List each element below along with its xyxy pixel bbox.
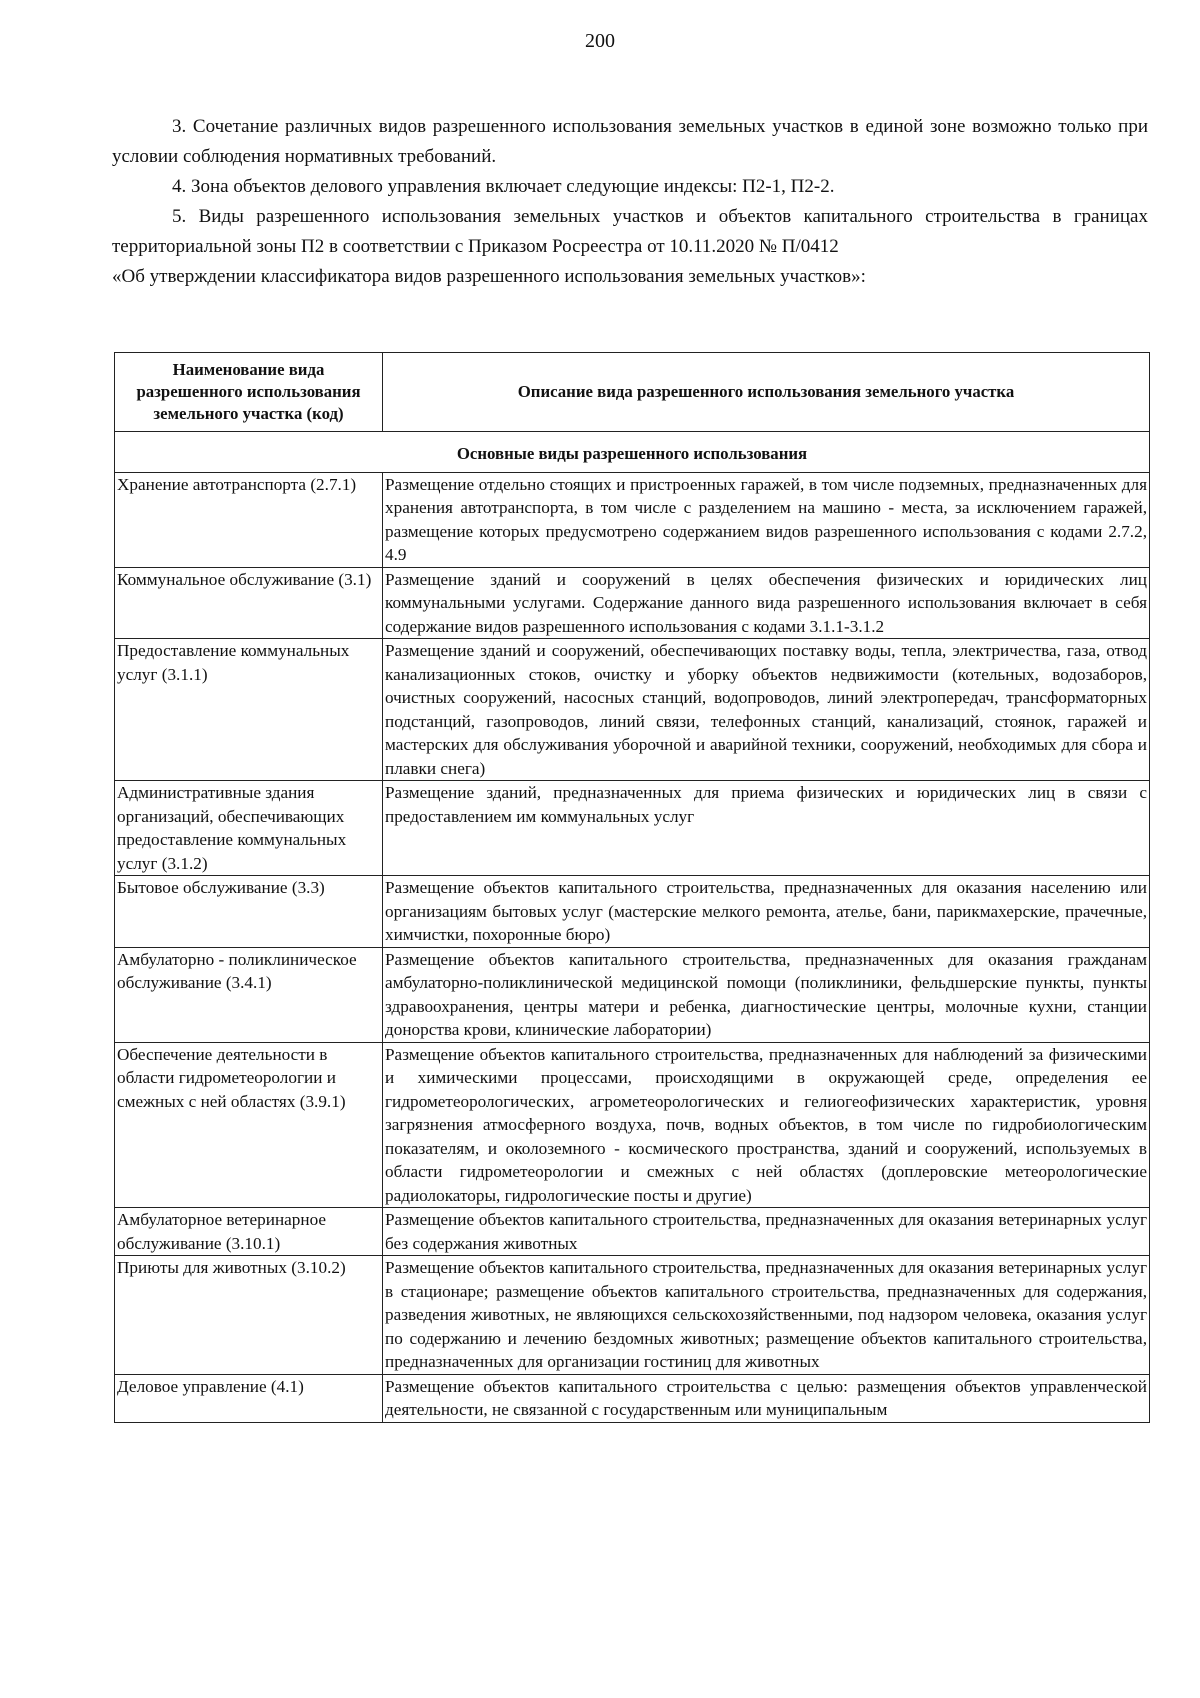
table-row <box>115 876 1150 948</box>
table-header-row <box>115 353 1150 432</box>
intro-text <box>112 112 1148 292</box>
use-name: Административные здания организаций, обеспечивающих предоставление коммунальных услуг (3.1.2) <box>115 781 383 876</box>
use-name: Обеспечение деятельности в области гидрометеорологии и смежных с ней областях (3.9.1) <box>115 1042 383 1208</box>
paragraph-3: 3. Сочетание различных видов разрешенного использования земельных участков в единой зоне возможно только при условии соблюдения нормативных требований. <box>112 116 1148 167</box>
page-number: 200 <box>585 30 615 52</box>
table-row <box>115 781 1150 876</box>
use-description: Размещение объектов капитального строительства с целью: размещения объектов управленческой деятельности, не связанной с государственным или муниципальным <box>383 1374 1150 1422</box>
use-description: Размещение объектов капитального строительства, предназначенных для наблюдений за физическими и химическими процессами, происходящими в окружающей среде, определения ее гидрометеорологических, агрометеорологических и гелиогеофизических характеристик, уровня загрязнения атмосферного воздуха, почв, водных объектов, в том числе по гидробиологическим показателям, и околоземного - космического пространства, зданий и сооружений, используемых в области гидрометеорологии и смежных с ней областях (доплеровские метеорологические радиолокаторы, гидрологические посты и другие) <box>383 1042 1150 1208</box>
use-name: Амбулаторно - поликлиническое обслуживание (3.4.1) <box>115 947 383 1042</box>
use-description: Размещение объектов капитального строительства, предназначенных для оказания ветеринарных услуг без содержания животных <box>383 1208 1150 1256</box>
use-description: Размещение зданий и сооружений, обеспечивающих поставку воды, тепла, электричества, газа, отвод канализационных стоков, очистку и уборку объектов недвижимости (котельных, водозаборов, очистных сооружений, насосных станций, водопроводов, линий электропередач, трансформаторных подстанций, газопроводов, линий связи, телефонных станций, канализаций, стоянок, гаражей и мастерских для обслуживания уборочной и аварийной техники, сооружений, необходимых для сбора и плавки снега) <box>383 639 1150 781</box>
use-name: Амбулаторное ветеринарное обслуживание (3.10.1) <box>115 1208 383 1256</box>
use-description: Размещение объектов капитального строительства, предназначенных для оказания ветеринарных услуг в стационаре; размещение объектов капитального строительства, предназначенных для содержания, разведения животных, не являющихся сельскохозяйственными, под надзором человека, оказания услуг по содержанию и лечению бездомных животных; размещение объектов капитального строительства, предназначенных для организации гостиниц для животных <box>383 1256 1150 1375</box>
table-row <box>115 472 1150 567</box>
section-title: Основные виды разрешенного использования <box>115 432 1150 473</box>
table-row <box>115 1208 1150 1256</box>
paragraph-4: 4. Зона объектов делового управления включает следующие индексы: П2-1, П2-2. <box>172 176 835 197</box>
use-name: Коммунальное обслуживание (3.1) <box>115 567 383 639</box>
use-description: Размещение зданий и сооружений в целях обеспечения физических и юридических лиц коммунальными услугами. Содержание данного вида разрешенного использования включает в себя содержание видов разрешенного использования с кодами 3.1.1-3.1.2 <box>383 567 1150 639</box>
paragraph-5: 5. Виды разрешенного использования земельных участков и объектов капитального строительства в границах территориальной зоны П2 в соответствии с Приказом Росреестра от 10.11.2020 № П/0412 <box>112 206 1148 257</box>
use-description: Размещение отдельно стоящих и пристроенных гаражей, в том числе подземных, предназначенных для хранения автотранспорта, в том числе с разделением на машино - места, за исключением гаражей, размещение которых предусмотрено содержанием видов разрешенного использования с кодами 2.7.2, 4.9 <box>383 472 1150 567</box>
header-description-column: Описание вида разрешенного использования земельного участка <box>383 353 1150 432</box>
section-row <box>115 432 1150 473</box>
table-row <box>115 639 1150 781</box>
table-row <box>115 947 1150 1042</box>
header-name-column: Наименование вида разрешенного использования земельного участка (код) <box>115 353 383 432</box>
table-row <box>115 567 1150 639</box>
table-row <box>115 1042 1150 1208</box>
use-name: Деловое управление (4.1) <box>115 1374 383 1422</box>
table-row <box>115 1374 1150 1422</box>
use-description: Размещение зданий, предназначенных для приема физических и юридических лиц в связи с предоставлением им коммунальных услуг <box>383 781 1150 876</box>
use-description: Размещение объектов капитального строительства, предназначенных для оказания гражданам амбулаторно-поликлинической медицинской помощи (поликлиники, фельдшерские пункты, пункты здравоохранения, центры матери и ребенка, диагностические центры, молочные кухни, станции донорства крови, клинические лаборатории) <box>383 947 1150 1042</box>
table-row <box>115 1256 1150 1375</box>
use-name: Бытовое обслуживание (3.3) <box>115 876 383 948</box>
permitted-use-table <box>114 352 1150 1423</box>
use-name: Предоставление коммунальных услуг (3.1.1) <box>115 639 383 781</box>
use-description: Размещение объектов капитального строительства, предназначенных для оказания населению или организациям бытовых услуг (мастерские мелкого ремонта, ателье, бани, парикмахерские, прачечные, химчистки, похоронные бюро) <box>383 876 1150 948</box>
use-name: Приюты для животных (3.10.2) <box>115 1256 383 1375</box>
use-name: Хранение автотранспорта (2.7.1) <box>115 472 383 567</box>
paragraph-5-continuation: «Об утверждении классификатора видов разрешенного использования земельных участков»: <box>112 266 866 287</box>
